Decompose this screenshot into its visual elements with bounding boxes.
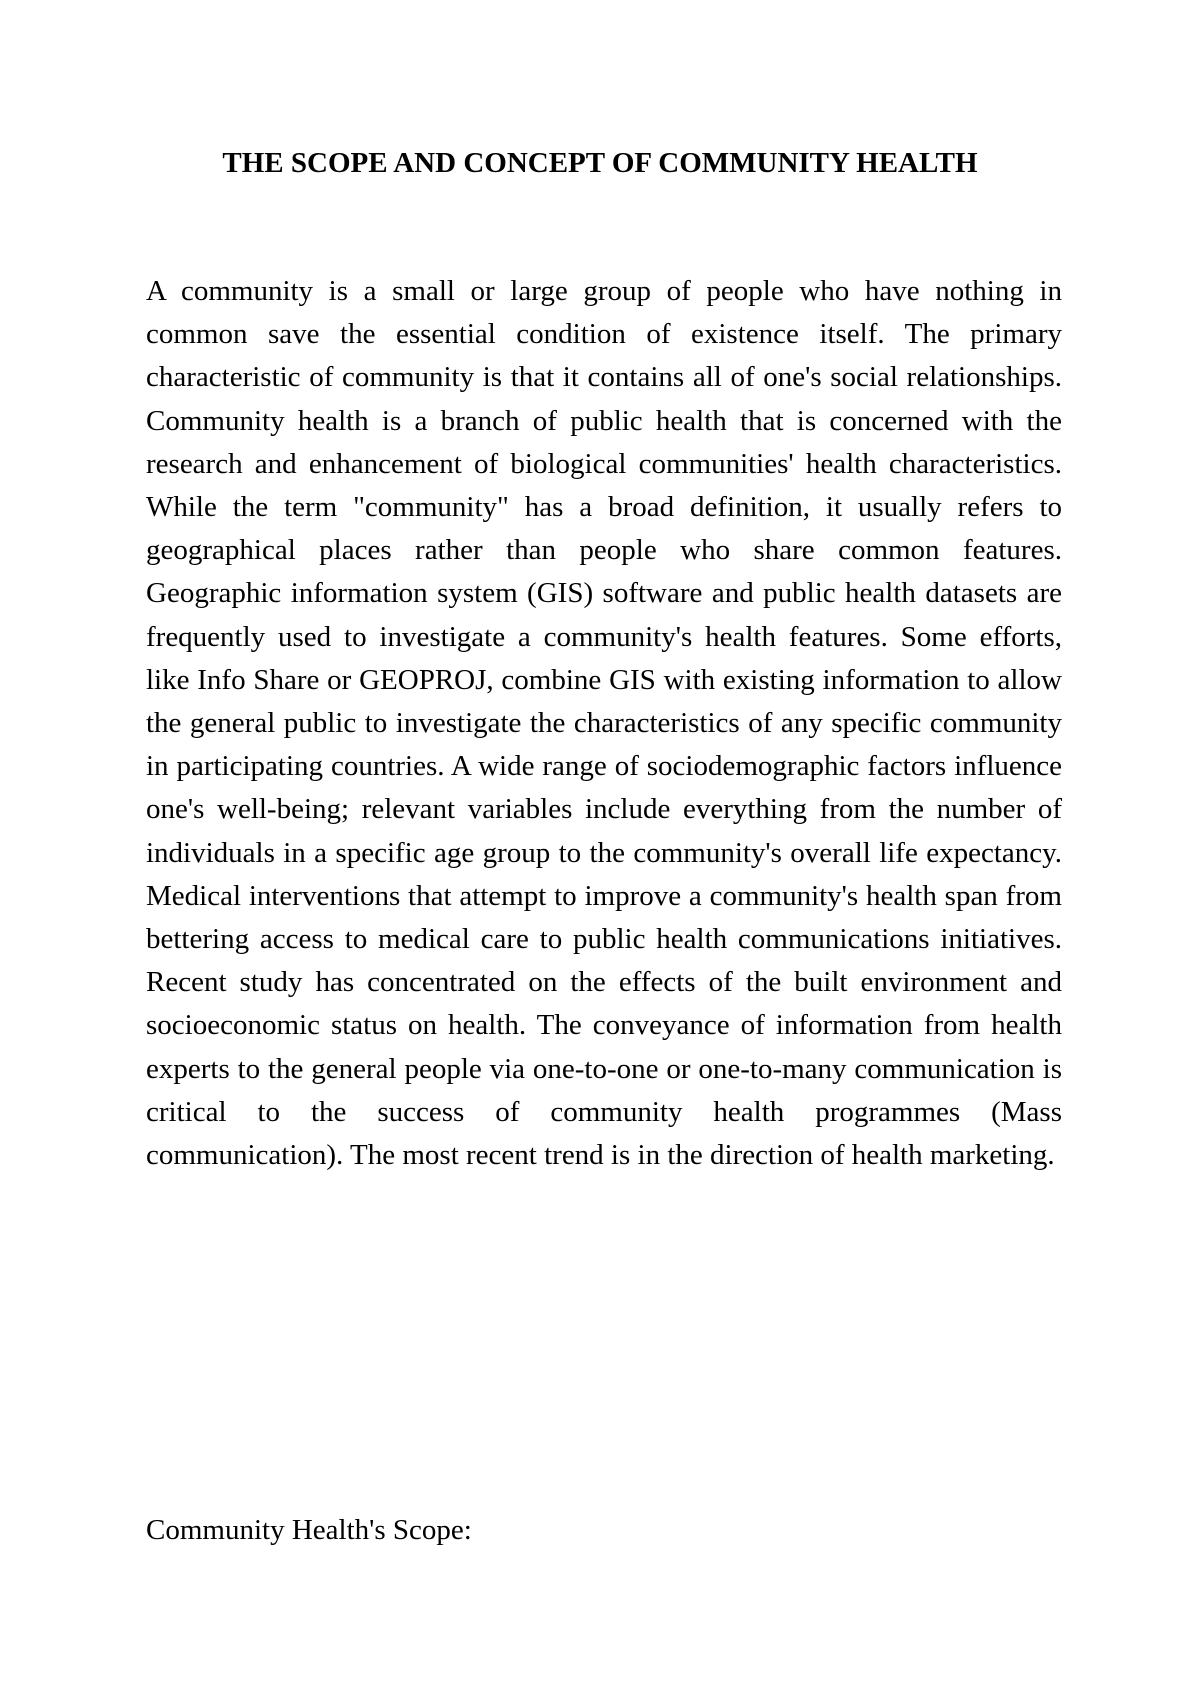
document-title: THE SCOPE AND CONCEPT OF COMMUNITY HEALTH [222,147,978,179]
section-heading-scope: Community Health's Scope: [146,1514,472,1546]
body-paragraph: A community is a small or large group of people who have nothing in common save the essential condition of existence itself. The primary characteristic of community is that it contains all of one's social relationships. Community health is a branch of public health that is concerned with the research and enhancement of biological communities' health characteristics. While the term "community" has a broad definition, it usually refers to geographical places rather than people who share common features. Geographic information system (GIS) software and public health datasets are frequently used to investigate a community's health features. Some efforts, like Info Share or GEOPROJ, combine GIS with existing information to allow the general public to investigate the characteristics of any specific community in participating countries. A wide range of sociodemographic factors influence one's well-being; relevant variables include everything from the number of individuals in a specific age group to the community's overall life expectancy. Medical interventions that attempt to improve a community's health span from bettering access to medical care to public health communications initiatives. Recent study has concentrated on the effects of the built environment and socioeconomic status on health. The conveyance of information from health experts to the general people via one-to-one or one-to-many communication is critical to the success of community health programmes (Mass communication). The most recent trend is in the direction of health marketing. [146,275,1062,1172]
